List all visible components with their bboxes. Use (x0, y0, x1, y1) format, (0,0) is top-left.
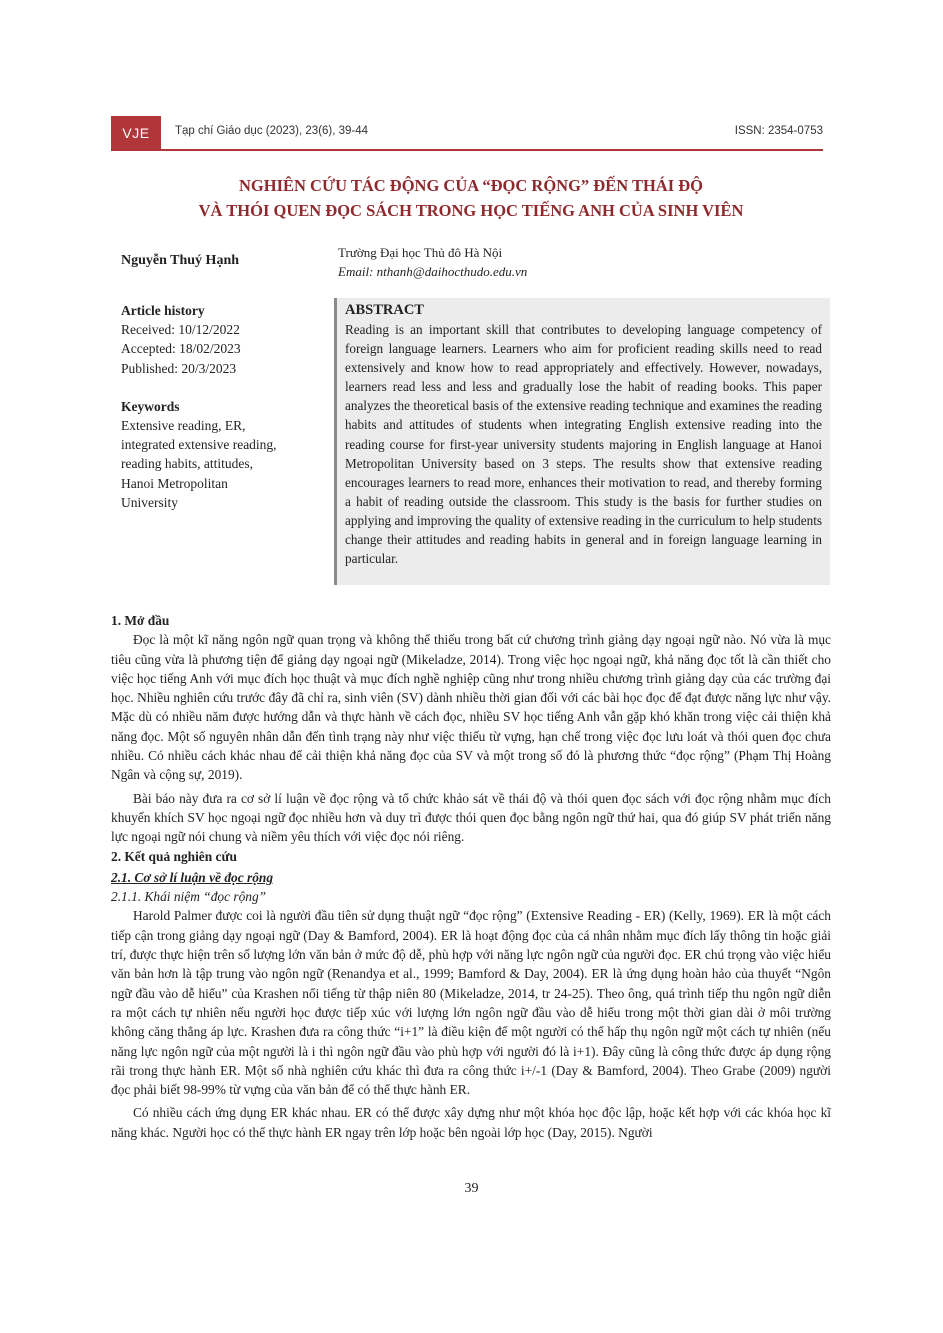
keyword-line: Hanoi Metropolitan (121, 475, 228, 491)
keyword-line: University (121, 494, 178, 510)
journal-badge: VJE (111, 116, 161, 150)
section-heading-2: 2. Kết quả nghiên cứu (111, 848, 237, 864)
main-body (111, 611, 831, 1142)
journal-citation: Tạp chí Giáo dục (2023), 23(6), 39-44 (175, 125, 369, 137)
author-affiliation-block (338, 243, 527, 281)
abstract-heading: ABSTRACT (345, 302, 424, 318)
article-info (121, 301, 321, 512)
keyword-line: reading habits, attitudes, (121, 456, 253, 472)
paragraph: Harold Palmer được coi là người đầu tiên sử dụng thuật ngữ “đọc rộng” (Extensive Reading - ER) (Kelly, 1969). ER là một cách tiếp cận trong giảng dạy ngoại ngữ (Day & Bamford, 2004). ER là hoạt động đọc của cá nhân nhằm mục đích lấy thông tin hoặc giải trí, được thực hiện trên số lượng lớn văn bản ở mức độ dễ, phù hợp với năng lực ngôn ngữ của người đọc. ER chú trọng vào việc hiểu văn bản hơn là tập trung vào ngôn ngữ (Renandya et al., 1999; Bamford & Day, 2004). ER là ứng dụng hoàn hảo của thuyết “Ngôn ngữ đầu vào dễ hiểu” của Krashen nổi tiếng từ thập niên 80 (Mikeladze, 2014, tr 24-25). Theo ông, quá trình tiếp thu ngôn ngữ diễn ra một cách tự nhiên nếu người học được tiếp xúc với lượng lớn ngôn ngữ đầu vào dễ hiểu trong một thời gian dài ở môi trường không căng thẳng áp lực. Krashen đưa ra công thức “i+1” là điều kiện để một người có thể hấp thụ ngôn ngữ một cách tự nhiên (nếu năng lực ngôn ngữ của một người là i thì ngôn ngữ đầu vào phù hợp với người đó là i+1). Đây cũng là công thức được áp dụng rộng rãi trong thực hành ER. Một số nhà nghiên cứu khác thì đưa ra công thức i+/-1 (Day & Bamford, 2004). Theo Grabe (2009) người đọc phải biết 98-99% từ vựng của văn bản để có thể thực hành ER. (111, 908, 831, 1098)
keyword-line: integrated extensive reading, (121, 437, 277, 453)
paragraph: Bài báo này đưa ra cơ sở lí luận về đọc rộng và tổ chức khảo sát về thái độ và thói quen đọc sách với đọc rộng nhằm mục đích khuyến khích SV học ngoại ngữ đọc nhiều hơn và duy trì được thói quen đọc bằng ngôn ngữ thứ hai, qua đó giúp SV phát triển năng lực ngoại ngữ nói chung và niềm yêu thích với việc đọc nói riêng. (111, 790, 831, 845)
section-heading-1: 1. Mở đầu (111, 613, 170, 628)
page-header (111, 116, 823, 150)
keywords-heading: Keywords (121, 398, 180, 414)
article-history-heading: Article history (121, 303, 205, 318)
author-email: Email: nthanh@daihocthudo.edu.vn (338, 264, 528, 279)
header-rule (111, 149, 823, 151)
paragraph: Có nhiều cách ứng dụng ER khác nhau. ER có thể được xây dựng như một khóa học độc lập, hoặc kết hợp với các khóa học kĩ năng khác. Người học có thể thực hành ER ngay trên lớp hoặc bên ngoài lớp học (Day, 2015). Người (111, 1105, 831, 1140)
page-number: 39 (464, 1181, 479, 1196)
subsection-heading-2-1: 2.1. Cơ sở lí luận về đọc rộng (111, 869, 274, 885)
title-line-1: NGHIÊN CỨU TÁC ĐỘNG CỦA “ĐỌC RỘNG” ĐẾN THÁI ĐỘ (238, 176, 704, 195)
affiliation: Trường Đại học Thủ đô Hà Nội (338, 245, 503, 260)
paragraph: Đọc là một kĩ năng ngôn ngữ quan trọng và không thể thiếu trong bất cứ chương trình giảng dạy ngoại ngữ nào. Nó vừa là mục tiêu cũng vừa là phương tiện để giảng dạy ngoại ngữ (Mikeladze, 2014). Trong việc học ngoại ngữ, khả năng đọc tốt là cần thiết cho việc học tiếng Anh với mục đích học thuật và mục đích nghề nghiệp cũng như trong nhiều chương trình giảng dạy của các trường đại học. Nhiều nghiên cứu trước đây đã chỉ ra, sinh viên (SV) dành nhiều thời gian đối với các bài học đọc để đạt được năng lực như vậy. Mặc dù có nhiều năm được hướng dẫn và thực hành về cách đọc, nhiều SV học tiếng Anh vẫn gặp khó khăn trong việc cải thiện khả năng đọc. Một số nguyên nhân dẫn đến tình trạng này như việc thiếu từ vựng, hạn chế trong việc đọc lưu loát và thói quen đọc chưa nhiều. Có nhiều cách khác nhau để cải thiện khả năng đọc của SV và một trong số đó là phương thức “đọc rộng” (Phạm Thị Hoàng Ngân và cộng sự, 2019). (111, 632, 831, 783)
article-title (111, 173, 831, 223)
published-date: Published: 20/3/2023 (121, 360, 237, 376)
abstract-box (334, 298, 830, 585)
accepted-date: Accepted: 18/02/2023 (121, 341, 241, 357)
issn: ISSN: 2354-0753 (734, 125, 823, 137)
title-line-2: VÀ THÓI QUEN ĐỌC SÁCH TRONG HỌC TIẾNG ANH CỦA SINH VIÊN (198, 201, 744, 220)
subsubsection-heading-2-1-1: 2.1.1. Khái niệm “đọc rộng” (111, 889, 267, 905)
received-date: Received: 10/12/2022 (121, 322, 240, 338)
keyword-line: Extensive reading, ER, (121, 418, 246, 434)
abstract-text: Reading is an important skill that contributes to developing language competency of foreign language learners. Learners who aim for proficient reading skills need to read extensively and know how to read appropriately and effectively. However, nowadays, learners read less and less and gradually lose the habit of reading books. This paper analyzes the theoretical basis of the extensive reading technique and examines the reading habits and attitudes of students when integrating English extensive reading into the reading course for first-year university students majoring in English language at Hanoi Metropolitan University based on 3 steps. The results show that extensive reading encourages learners to read more, enhances their motivation to read, and thereby forming a habit of reading outside the classroom. This study is the basis for further studies on applying and improving the quality of extensive reading in the curriculum to help students change their attitudes and reading habits in general and in foreign language learning in particular. (345, 322, 822, 567)
author-name: Nguyễn Thuý Hạnh (121, 253, 240, 268)
